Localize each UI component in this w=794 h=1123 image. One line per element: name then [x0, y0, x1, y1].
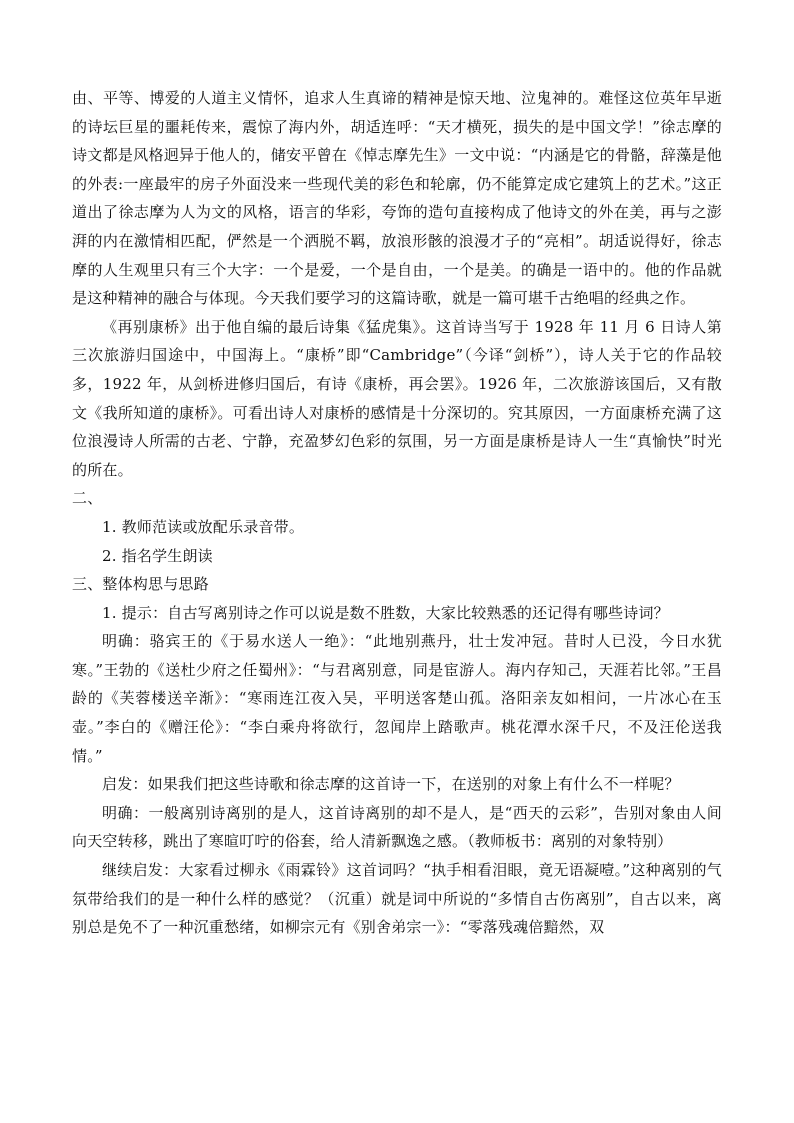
section-3-prompt: 1. 提示：自古写离别诗之作可以说是数不胜数，大家比较熟悉的还记得有哪些诗词？ — [102, 603, 669, 622]
section-2-item-2: 2. 指名学生朗读 — [102, 546, 213, 565]
section-3-answer-1: 明确：骆宾王的《于易水送人一绝》：“此地别燕丹，壮士发冲冠。昔时人已没，今日水犹寒。”王勃的《送杜少府之任蜀州》：“与君离别意，同是宦游人。海内存知己，天涯若比邻。”王昌龄的《芙蓉楼送辛渐》：“寒雨连江夜入吴，平明送客楚山孤。洛阳亲友如相问，一片冰心在玉壶。”李白的《赠汪伦》：“李白乘舟将欲行，忽闻岸上踏歌声。桃花潭水深千尺，不及汪伦送我情。” — [72, 632, 722, 765]
section-3-answer-2: 明确：一般离别诗离别的是人，这首诗离别的却不是人，是“西天的云彩”，告别对象由人间向天空转移，跳出了寒暄叮咛的俗套，给人清新飘逸之感。（教师板书：离别的对象特别） — [72, 803, 722, 851]
section-2-heading: 二、 — [72, 489, 103, 508]
section-3-heading: 三、整体构思与思路 — [72, 575, 209, 594]
body-paragraph-2: 《再别康桥》出于他自编的最后诗集《猛虎集》。这首诗当写于 1928 年 11 月 6 日诗人第三次旅游归国途中，中国海上。“康桥”即“Cambridge”（今译“剑桥”），诗人关于它的作品较多，1922 年，从剑桥进修归国后，有诗《康桥，再会罢》。1926 年，二次旅游该国后，又有散文《我所知道的康桥》。可看出诗人对康桥的感情是十分深切的。究其原因，一方面康桥充满了这位浪漫诗人所需的古老、宁静，充盈梦幻色彩的氛围，另一方面是康桥是诗人一生“真愉快”时光的所在。 — [72, 317, 722, 479]
section-3-question-2: 启发：如果我们把这些诗歌和徐志摩的这首诗一下，在送别的对象上有什么不一样呢？ — [102, 775, 680, 794]
document-page — [72, 84, 722, 942]
section-3-question-3: 继续启发：大家看过柳永《雨霖铃》这首词吗？“执手相看泪眼，竟无语凝噎。”这种离别的气氛带给我们的是一种什么样的感觉？（沉重）就是词中所说的“多情自古伤离别”，自古以来，离别总是免不了一种沉重愁绪，如柳宗元有《别舍弟宗一》：“零落残魂倍黯然，双 — [72, 861, 722, 937]
body-paragraph-1: 由、平等、博爱的人道主义情怀，追求人生真谛的精神是惊天地、泣鬼神的。难怪这位英年早逝的诗坛巨星的噩耗传来，震惊了海内外，胡适连呼：“天才横死，损失的是中国文学！”徐志摩的诗文都是风格迥异于他人的，储安平曾在《悼志摩先生》一文中说：“内涵是它的骨骼，辞藻是他的外表:一座最牢的房子外面没来一些现代美的彩色和轮廓，仍不能算定成它建筑上的艺术。”这正道出了徐志摩为人为文的风格，语言的华彩，夸饰的造句直接构成了他诗文的外在美，再与之澎湃的内在激情相匹配，俨然是一个洒脱不羁，放浪形骸的浪漫才子的“亮相”。胡适说得好，徐志摩的人生观里只有三个大字：一个是爱，一个是自由，一个是美。的确是一语中的。他的作品就是这种精神的融合与体现。今天我们要学习的这篇诗歌，就是一篇可堪千古绝唱的经典之作。 — [72, 89, 722, 308]
section-2-item-1: 1. 教师范读或放配乐录音带。 — [102, 517, 305, 536]
